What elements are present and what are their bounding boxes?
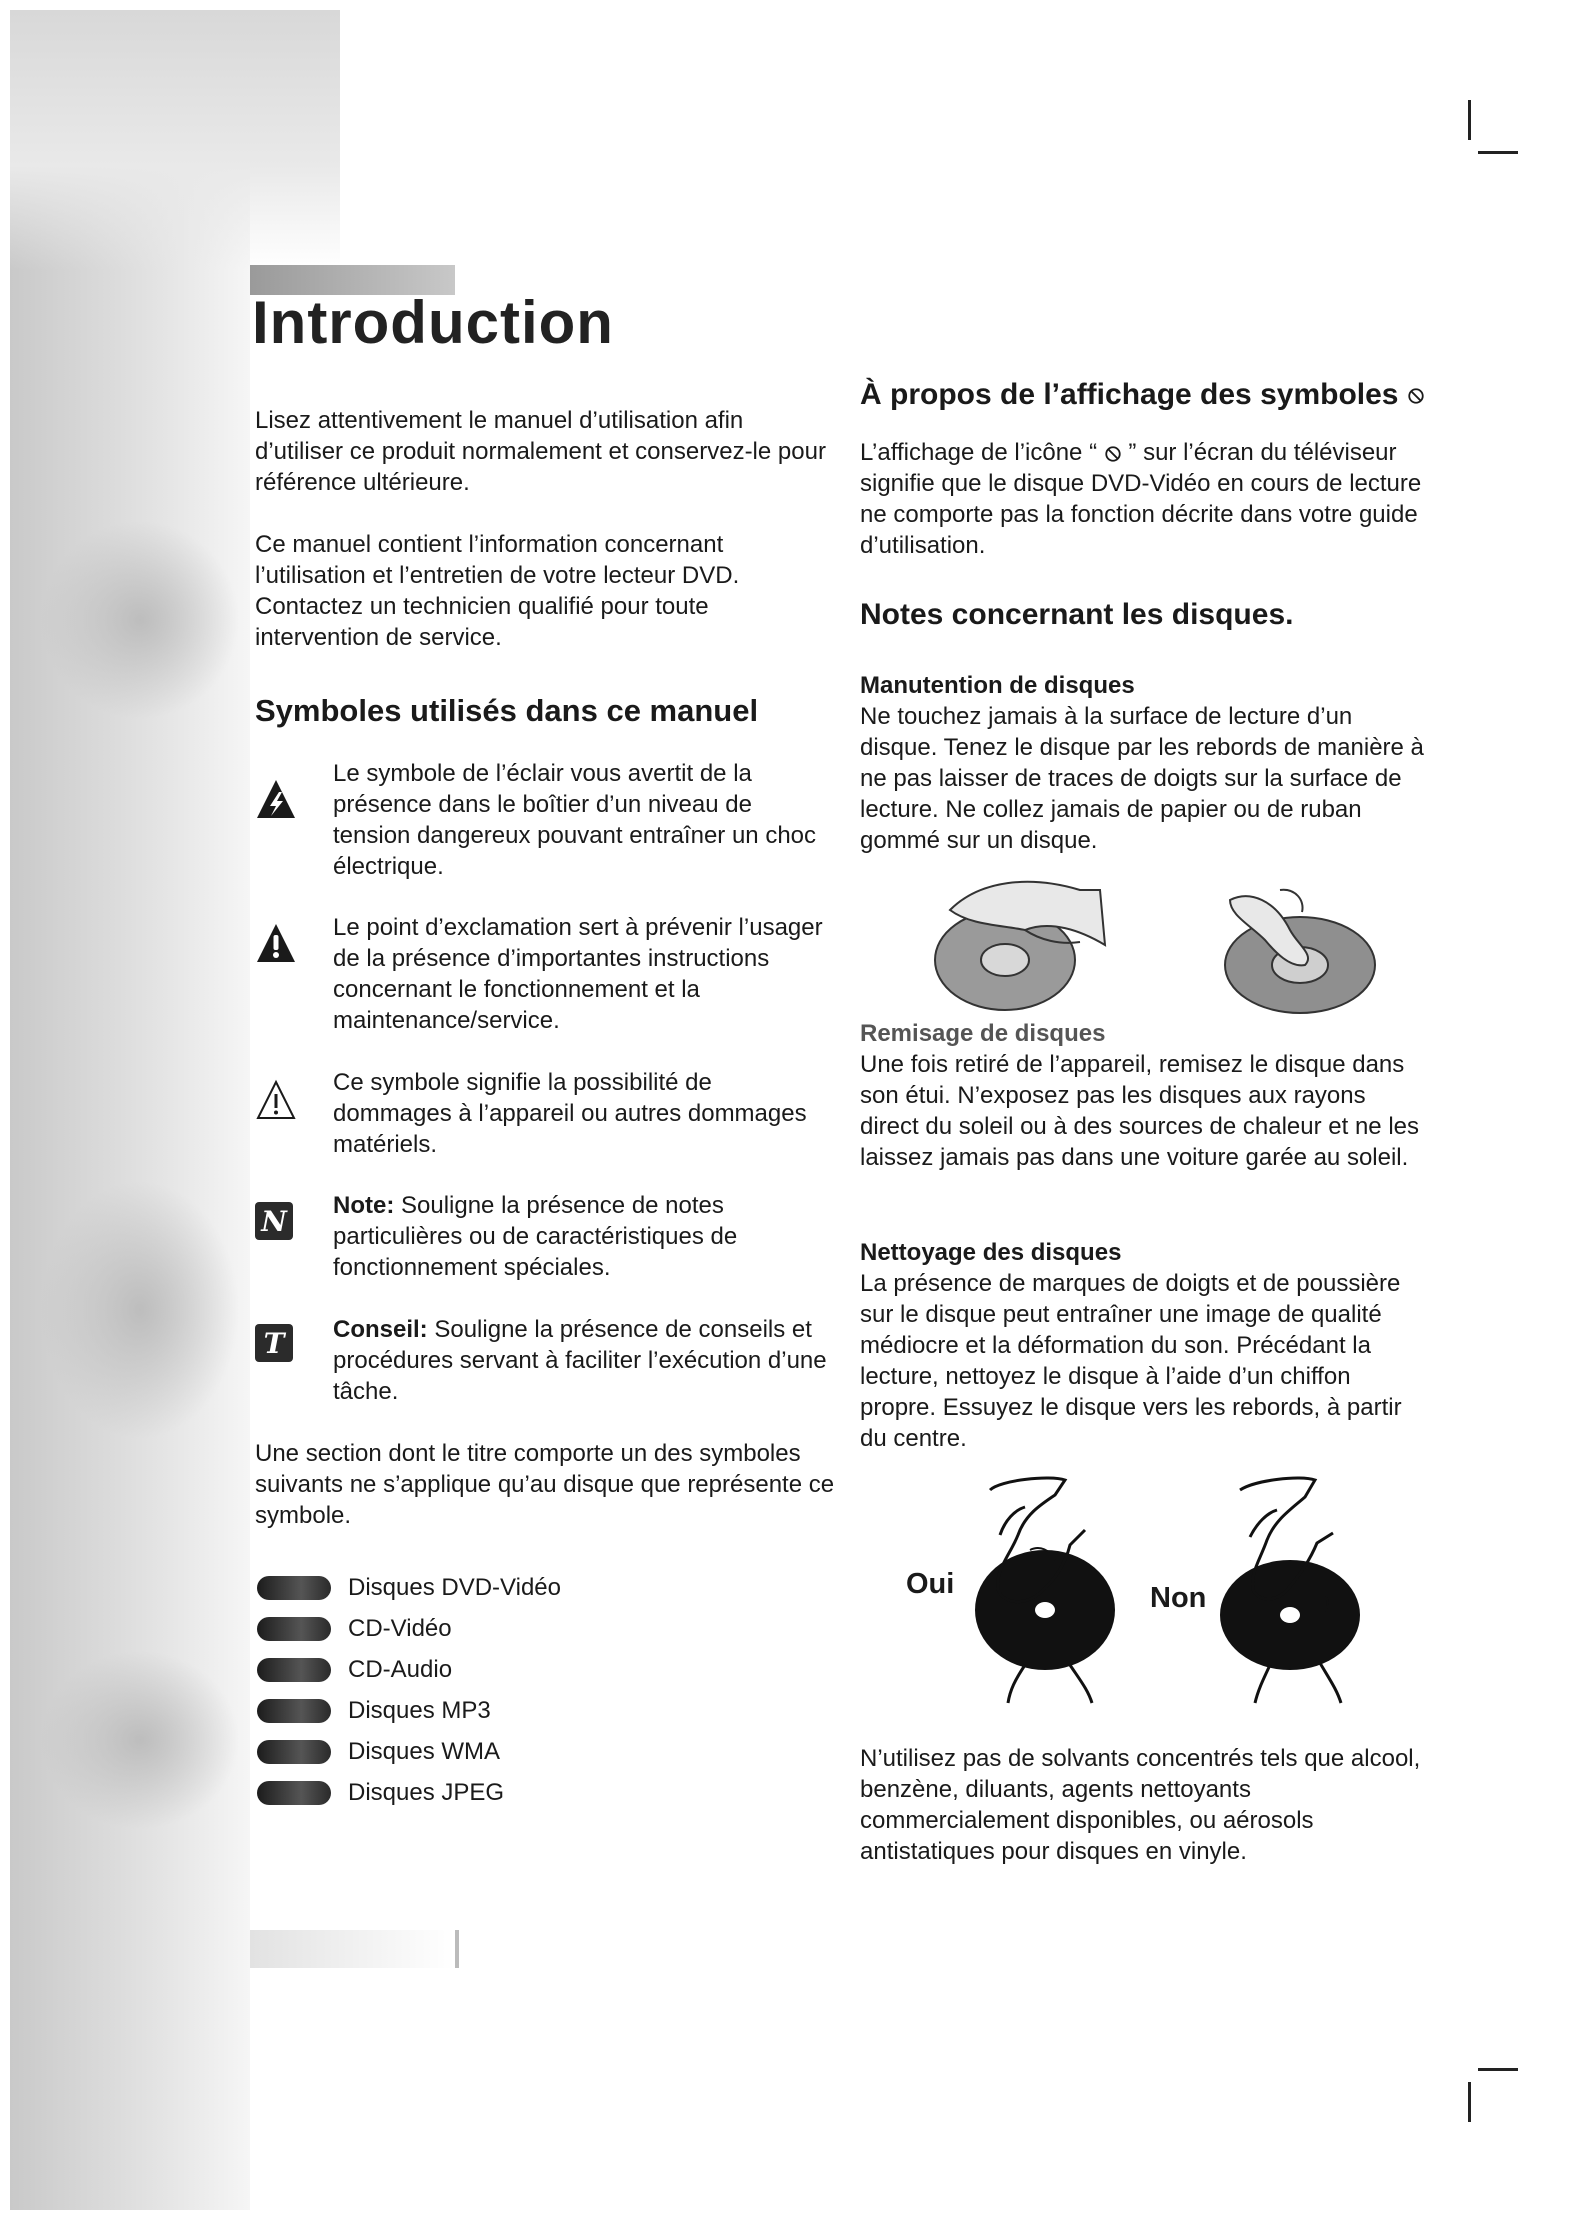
page-title: Introduction bbox=[252, 289, 614, 356]
symbol-caution bbox=[255, 1067, 835, 1167]
solvent-section bbox=[860, 1743, 1430, 1867]
prohibited-icon bbox=[1407, 387, 1425, 405]
cleaning-text: La présence de marques de doigts et de poussière sur le disque peut entraîner une image de qualité médiocre et la déformation du son. Précédant la lecture, nettoyez le disque à l’aide d’un chiffon propre. Essuyez le disque vers les rebords, à partir du centre. bbox=[860, 1270, 1402, 1452]
handling-title: Manutention de disques bbox=[860, 672, 1135, 699]
storage-title: Remisage de disques bbox=[860, 1020, 1106, 1047]
note-label: Note: bbox=[333, 1192, 395, 1219]
storage-text: Une fois retiré de l’appareil, remisez le disque dans son étui. N’exposez pas les disques aux rayons direct du soleil ou à des sources de chaleur et ne les laissez jamais pas dans une voiture garée au soleil. bbox=[860, 1051, 1419, 1171]
disc-type-item bbox=[257, 1777, 657, 1818]
crop-mark bbox=[1478, 2068, 1518, 2071]
disc-type-item bbox=[257, 1736, 657, 1777]
disc-type-label: Disques DVD-Vidéo bbox=[348, 1574, 561, 1601]
section-note-text: Une section dont le titre comporte un des symboles suivants ne s’applique qu’au disque que représente ce symbole. bbox=[255, 1440, 835, 1529]
section-note bbox=[255, 1438, 835, 1531]
tip-icon-letter: T bbox=[263, 1326, 285, 1360]
disc-type-item bbox=[257, 1613, 657, 1654]
bottom-tab bbox=[250, 1930, 459, 1968]
disc-type-label: Disques MP3 bbox=[348, 1697, 491, 1724]
display-heading-text: À propos de l’affichage des symboles bbox=[860, 378, 1399, 411]
intro-paragraph: Ce manuel contient l’information concernant l’utilisation et l’entretien de votre lecteur DVD. Contactez un technicien qualifié pour toute intervention de service. bbox=[255, 531, 740, 651]
disc-type-item bbox=[257, 1695, 657, 1736]
disc-pill-icon bbox=[257, 1658, 331, 1682]
sidebar-fade bbox=[10, 10, 340, 270]
display-heading bbox=[860, 378, 1430, 412]
symbol-description: Le point d’exclamation sert à prévenir l’usager de la présence d’importantes instructions concernant le fonctionnement et la maintenance/service. bbox=[333, 914, 823, 1034]
display-text-part: L’affichage de l’icône “ bbox=[860, 439, 1104, 466]
note-text: Souligne la présence de notes particulières ou de caractéristiques de fonctionnement spéciales. bbox=[333, 1192, 738, 1281]
sidebar-shade bbox=[40, 520, 240, 720]
sidebar-background bbox=[10, 10, 250, 2210]
cleaning-incorrect-illustration bbox=[1215, 1475, 1365, 1705]
note-icon-letter: N bbox=[261, 1204, 287, 1238]
symbol-exclamation bbox=[255, 912, 835, 1042]
cleaning-title: Nettoyage des disques bbox=[860, 1239, 1122, 1266]
disc-pill-icon bbox=[257, 1781, 331, 1805]
exclamation-warning-icon bbox=[255, 922, 297, 964]
note-icon bbox=[255, 1202, 293, 1240]
handling-text: Ne touchez jamais à la surface de lecture d’un disque. Tenez le disque par les rebords de manière à ne pas laisser de traces de doigts sur la surface de lecture. Ne collez jamais de papier ou de ruban gommé sur un disque. bbox=[860, 703, 1424, 854]
disc-pill-icon bbox=[257, 1576, 331, 1600]
lightning-warning-icon bbox=[255, 778, 297, 820]
disc-pill-icon bbox=[257, 1699, 331, 1723]
cleaning-correct-illustration bbox=[970, 1475, 1120, 1705]
intro-section bbox=[255, 405, 835, 653]
non-label: Non bbox=[1150, 1582, 1207, 1614]
display-text bbox=[860, 437, 1430, 561]
crop-mark bbox=[1468, 2082, 1471, 2122]
crop-mark bbox=[1468, 100, 1471, 140]
disc-type-label: Disques WMA bbox=[348, 1738, 501, 1765]
cleaning-section bbox=[860, 1237, 1430, 1454]
disc-type-item bbox=[257, 1572, 657, 1613]
disc-type-list bbox=[257, 1572, 657, 1818]
symbol-tip bbox=[255, 1314, 835, 1414]
disc-type-label: Disques JPEG bbox=[348, 1779, 505, 1806]
symbol-note bbox=[255, 1190, 835, 1290]
prohibited-icon bbox=[1104, 445, 1122, 463]
handling-section bbox=[860, 670, 1430, 856]
symbol-lightning bbox=[255, 758, 835, 888]
disc-handling-illustration bbox=[930, 870, 1390, 1020]
tip-label: Conseil: bbox=[333, 1316, 428, 1343]
disc-type-label: CD-Audio bbox=[348, 1656, 453, 1683]
crop-mark bbox=[1478, 151, 1518, 154]
display-section bbox=[860, 437, 1430, 561]
disc-notes-heading: Notes concernant les disques. bbox=[860, 598, 1294, 631]
intro-paragraph: Lisez attentivement le manuel d’utilisation afin d’utiliser ce produit normalement et conservez-le pour référence ultérieure. bbox=[255, 407, 826, 496]
display-text-part: ” sur l’écran du téléviseur signifie que le disque DVD-Vidéo en cours de lecture ne comporte pas la fonction décrite dans votre guide d’utilisation. bbox=[860, 439, 1422, 559]
sidebar-shade bbox=[40, 1650, 240, 1830]
caution-icon bbox=[255, 1079, 297, 1121]
oui-label: Oui bbox=[906, 1568, 955, 1600]
disc-pill-icon bbox=[257, 1740, 331, 1764]
disc-pill-icon bbox=[257, 1617, 331, 1641]
solvent-text: N’utilisez pas de solvants concentrés tels que alcool, benzène, diluants, agents nettoyants commercialement disponibles, ou aérosols antistatiques pour disques en vinyle. bbox=[860, 1745, 1421, 1865]
tip-icon bbox=[255, 1324, 293, 1362]
symbol-description: Le symbole de l’éclair vous avertit de la présence dans le boîtier d’un niveau de tension dangereux pouvant entraîner un choc électrique. bbox=[333, 760, 817, 880]
disc-type-label: CD-Vidéo bbox=[348, 1615, 452, 1642]
symbols-heading: Symboles utilisés dans ce manuel bbox=[255, 693, 759, 728]
sidebar-shade bbox=[40, 1180, 240, 1440]
tip-text: Souligne la présence de conseils et procédures servant à faciliter l’exécution d’une tâche. bbox=[333, 1316, 827, 1405]
disc-type-item bbox=[257, 1654, 657, 1695]
symbol-description: Ce symbole signifie la possibilité de dommages à l’appareil ou autres dommages matériels. bbox=[333, 1069, 807, 1158]
storage-section bbox=[860, 1018, 1430, 1173]
